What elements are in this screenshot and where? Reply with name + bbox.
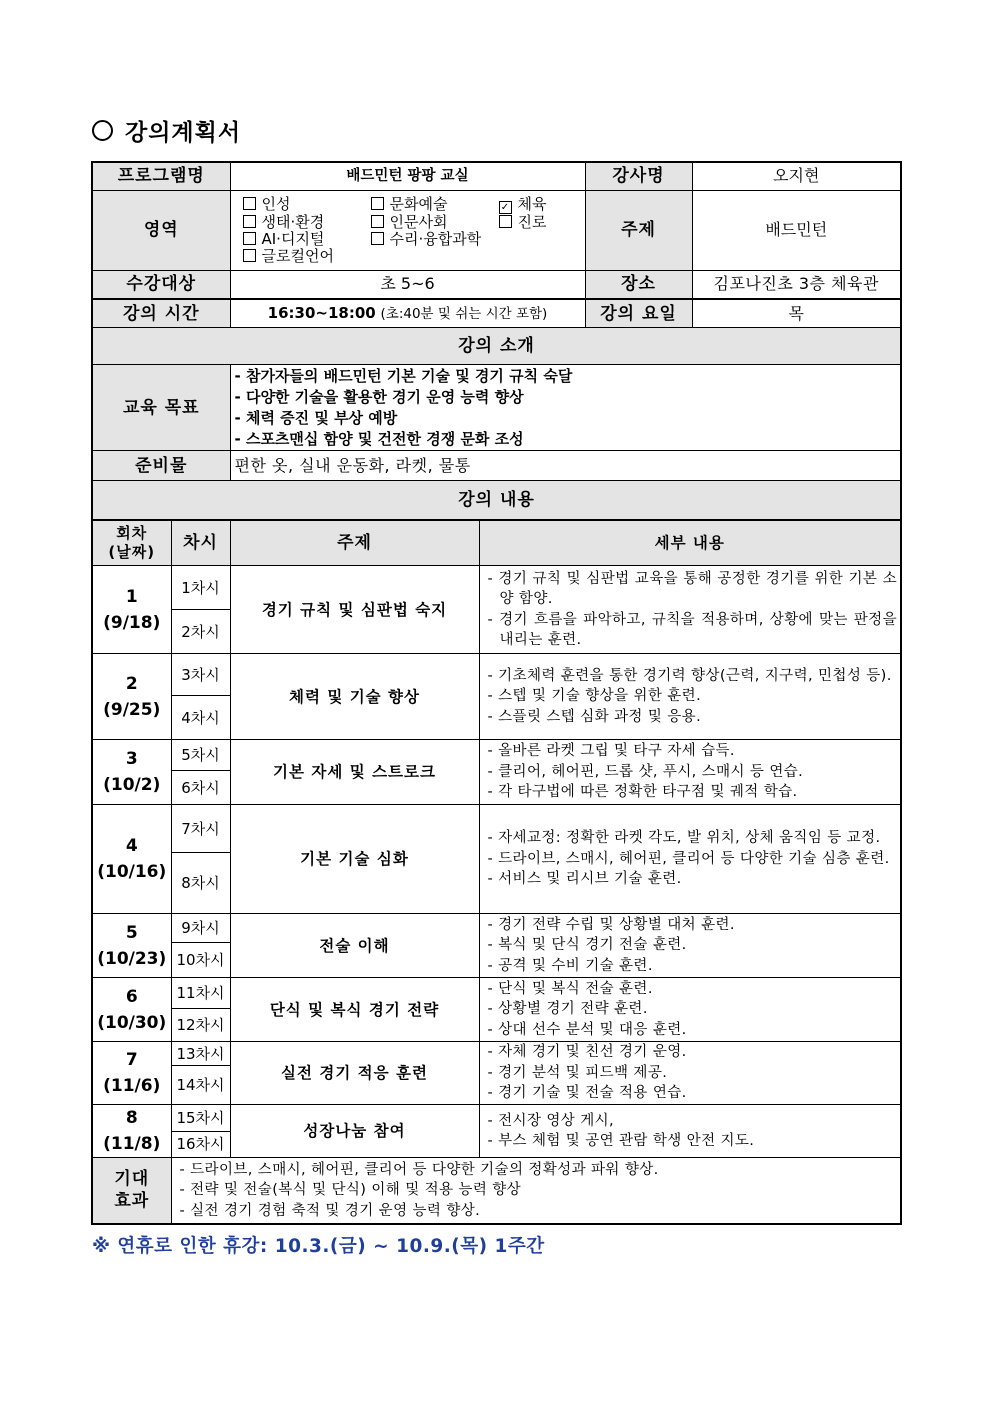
place-value: 김포나진초 3층 체육관 [692, 270, 901, 299]
detail-line: - 상황별 경기 전략 훈련. [487, 1001, 648, 1018]
col-round-sub: (날짜) [108, 543, 156, 561]
area-option[interactable] [371, 231, 499, 248]
session-cell: 10차시 [171, 943, 230, 978]
supplies-value: 편한 옷, 실내 운동화, 라켓, 물통 [230, 451, 901, 481]
subject-label: 주제 [585, 190, 692, 270]
holiday-note: ※ 연휴로 인한 휴강: 10.3.(금) ~ 10.9.(목) 1주간 [92, 1236, 545, 1257]
header-table [91, 161, 902, 300]
effect-list [171, 1158, 901, 1224]
area-row [243, 248, 585, 265]
round-number: 7 [125, 1050, 138, 1070]
goal-item: - 참가자들의 배드민턴 기본 기술 및 경기 규칙 숙달 [234, 366, 573, 385]
time-note: (초:40분 및 쉬는 시간 포함) [380, 306, 548, 322]
area-option-label: 인성 [261, 195, 291, 213]
content-table [91, 520, 902, 1225]
detail-line: - 자세교정: 정확한 라켓 각도, 발 위치, 상체 움직임 등 교정. [487, 830, 881, 847]
round-number: 2 [125, 673, 138, 694]
detail-line: - 각 타구법에 따른 정확한 타구점 및 궤적 학습. [487, 784, 798, 801]
round-cell [92, 1042, 171, 1105]
checkbox-icon[interactable] [243, 249, 256, 262]
effect-label-line: 효과 [114, 1191, 150, 1212]
topic-cell: 성장나눔 참여 [230, 1105, 479, 1158]
checkbox-icon[interactable]: ✓ [499, 201, 512, 214]
detail-line: - 경기 흐름을 파악하고, 규칙을 적용하며, 상황에 맞는 판정을 내리는 훈련. [487, 611, 897, 648]
detail-cell [479, 805, 901, 914]
round-cell [92, 1105, 171, 1158]
area-option-label: 수리·융합과학 [389, 230, 482, 248]
area-option[interactable] [499, 214, 547, 231]
day-value: 목 [692, 300, 901, 328]
time-value [230, 300, 585, 328]
session-cell: 15차시 [171, 1105, 230, 1132]
detail-line: - 복식 및 단식 경기 전술 훈련. [487, 937, 687, 954]
round-cell [92, 654, 171, 740]
area-row [243, 231, 585, 248]
content-row [92, 1042, 901, 1066]
detail-line: - 공격 및 수비 기술 훈련. [487, 957, 653, 974]
round-date: (9/18) [103, 612, 161, 633]
area-label: 영역 [92, 190, 230, 270]
effect-row [92, 1158, 901, 1224]
session-cell: 9차시 [171, 914, 230, 943]
area-option-label: AI·디지털 [261, 230, 325, 248]
effect-item: - 실전 경기 경험 축적 및 경기 운영 능력 향상. [179, 1202, 481, 1219]
detail-line: - 올바른 라켓 그립 및 타구 자세 습득. [487, 743, 735, 760]
content-row [92, 740, 901, 771]
topic-cell: 체력 및 기술 향상 [230, 654, 479, 740]
col-topic-header: 주제 [230, 521, 479, 566]
content-row [92, 914, 901, 943]
detail-cell [479, 914, 901, 978]
session-cell: 1차시 [171, 566, 230, 610]
detail-line: - 클리어, 헤어핀, 드롭 샷, 푸시, 스매시 등 연습. [487, 763, 804, 780]
round-date: (10/16) [97, 862, 167, 882]
session-cell: 14차시 [171, 1066, 230, 1105]
detail-line: - 드라이브, 스매시, 헤어핀, 클리어 등 다양한 기술 심층 훈련. [487, 850, 890, 867]
effect-label-line: 기대 [114, 1169, 150, 1190]
detail-line: - 상대 선수 분석 및 대응 훈련. [487, 1021, 687, 1038]
session-cell: 16차시 [171, 1131, 230, 1158]
instructor-value: 오지현 [692, 162, 901, 190]
detail-line: - 기초체력 훈련을 통한 경기력 향상(근력, 지구력, 민첩성 등). [487, 667, 892, 684]
detail-cell [479, 1042, 901, 1105]
intro-table [91, 299, 902, 520]
content-row [92, 805, 901, 853]
time-label: 강의 시간 [92, 300, 230, 328]
detail-line: - 스텝 및 기술 향상을 위한 훈련. [487, 688, 702, 705]
goal-label: 교육 목표 [92, 365, 230, 451]
area-option-label: 문화예술 [389, 195, 448, 213]
intro-heading: 강의 소개 [92, 328, 901, 365]
time-main: 16:30~18:00 [267, 304, 376, 322]
area-option[interactable] [499, 196, 547, 214]
circle-bullet-icon [92, 120, 113, 141]
detail-cell [479, 654, 901, 740]
goal-list [230, 365, 901, 451]
round-date: (10/2) [103, 775, 161, 795]
area-option-label: 인문사회 [389, 213, 448, 231]
place-label: 장소 [585, 270, 692, 299]
effect-item: - 전략 및 전술(복식 및 단식) 이해 및 적용 능력 향상 [179, 1182, 522, 1198]
target-label: 수강대상 [92, 270, 230, 299]
detail-line: - 전시장 영상 게시, [487, 1112, 615, 1129]
detail-line: - 경기 기술 및 전술 적용 연습. [487, 1085, 687, 1102]
topic-cell: 기본 기술 심화 [230, 805, 479, 914]
round-number: 8 [125, 1108, 138, 1128]
detail-cell [479, 566, 901, 654]
session-cell: 12차시 [171, 1009, 230, 1042]
effect-label [92, 1158, 171, 1224]
detail-line: - 스플릿 스텝 심화 과정 및 응용. [487, 708, 702, 725]
area-row [243, 196, 585, 214]
target-value: 초 5~6 [230, 270, 585, 299]
supplies-label: 준비물 [92, 451, 230, 481]
area-option[interactable] [243, 196, 371, 213]
subject-value: 배드민턴 [692, 190, 901, 270]
area-option-label: 생태·환경 [261, 213, 325, 231]
detail-line: - 경기 규칙 및 심판법 교육을 통해 공정한 경기를 위한 기본 소양 함양. [487, 570, 897, 607]
area-option[interactable] [243, 248, 371, 265]
effect-item: - 드라이브, 스매시, 헤어핀, 클리어 등 다양한 기술의 정확성과 파워 향상. [179, 1161, 659, 1178]
round-date: (11/6) [103, 1076, 161, 1096]
goal-item: - 다양한 기술을 활용한 경기 운영 능력 향상 [234, 387, 524, 406]
detail-cell [479, 978, 901, 1042]
session-cell: 5차시 [171, 740, 230, 771]
topic-cell: 기본 자세 및 스트로크 [230, 740, 479, 805]
checkbox-icon[interactable] [499, 215, 512, 228]
checkbox-icon[interactable] [243, 215, 256, 228]
area-option-label: 진로 [517, 213, 547, 231]
col-round-header [92, 521, 171, 566]
topic-cell: 단식 및 복식 경기 전략 [230, 978, 479, 1042]
content-row [92, 978, 901, 1009]
day-label: 강의 요일 [585, 300, 692, 328]
session-cell: 8차시 [171, 853, 230, 914]
round-cell [92, 566, 171, 654]
round-cell [92, 740, 171, 805]
checkbox-icon[interactable] [371, 232, 384, 245]
area-option[interactable] [371, 196, 499, 213]
round-number: 3 [125, 749, 138, 769]
session-cell: 3차시 [171, 654, 230, 696]
area-option[interactable] [243, 214, 371, 231]
session-cell: 6차시 [171, 771, 230, 805]
instructor-label: 강사명 [585, 162, 692, 190]
detail-line: - 단식 및 복식 전술 훈련. [487, 980, 653, 997]
goal-item: - 스포츠맨십 함양 및 건전한 경쟁 문화 조성 [234, 429, 524, 448]
area-option-label: 글로컬언어 [261, 247, 334, 265]
col-round: 회차 [116, 524, 148, 542]
content-heading: 강의 내용 [92, 481, 901, 520]
checkbox-icon[interactable] [371, 197, 384, 210]
area-row [243, 214, 585, 231]
content-row [92, 566, 901, 610]
round-date: (11/8) [103, 1134, 161, 1154]
topic-cell: 전술 이해 [230, 914, 479, 978]
round-number: 4 [125, 836, 138, 856]
area-option[interactable] [371, 214, 499, 231]
round-date: (10/23) [97, 948, 167, 969]
content-row [92, 654, 901, 696]
round-number: 1 [125, 586, 138, 607]
round-date: (10/30) [97, 1012, 167, 1033]
detail-cell [479, 740, 901, 805]
session-cell: 4차시 [171, 696, 230, 740]
session-cell: 13차시 [171, 1042, 230, 1066]
topic-cell: 실전 경기 적응 훈련 [230, 1042, 479, 1105]
round-cell [92, 978, 171, 1042]
checkbox-icon[interactable] [371, 215, 384, 228]
col-session-header: 차시 [171, 521, 230, 566]
detail-cell [479, 1105, 901, 1158]
goal-item: - 체력 증진 및 부상 예방 [234, 408, 398, 427]
area-option-label: 체육 [517, 195, 547, 213]
program-label: 프로그램명 [92, 162, 230, 190]
area-option[interactable] [243, 231, 371, 248]
content-row [92, 1105, 901, 1132]
detail-line: - 자체 경기 및 친선 경기 운영. [487, 1044, 687, 1061]
area-checkboxes [230, 190, 585, 270]
checkbox-icon[interactable] [243, 232, 256, 245]
topic-cell: 경기 규칙 및 심판법 숙지 [230, 566, 479, 654]
session-cell: 11차시 [171, 978, 230, 1009]
round-number: 5 [125, 922, 138, 943]
round-date: (9/25) [103, 699, 161, 720]
program-value: 배드민턴 팡팡 교실 [230, 162, 585, 190]
checkbox-icon[interactable] [243, 197, 256, 210]
session-cell: 2차시 [171, 610, 230, 654]
session-cell: 7차시 [171, 805, 230, 853]
round-cell [92, 805, 171, 914]
col-detail-header: 세부 내용 [479, 521, 901, 566]
detail-line: - 서비스 및 리시브 기술 훈련. [487, 871, 682, 888]
detail-line: - 경기 분석 및 피드백 제공. [487, 1064, 668, 1081]
document-title-text: 강의계획서 [125, 120, 242, 146]
round-cell [92, 914, 171, 978]
detail-line: - 부스 체험 및 공연 관람 학생 안전 지도. [487, 1133, 755, 1149]
detail-line: - 경기 전략 수립 및 상황별 대처 훈련. [487, 916, 735, 933]
round-number: 6 [125, 986, 138, 1007]
document-title [92, 114, 241, 147]
